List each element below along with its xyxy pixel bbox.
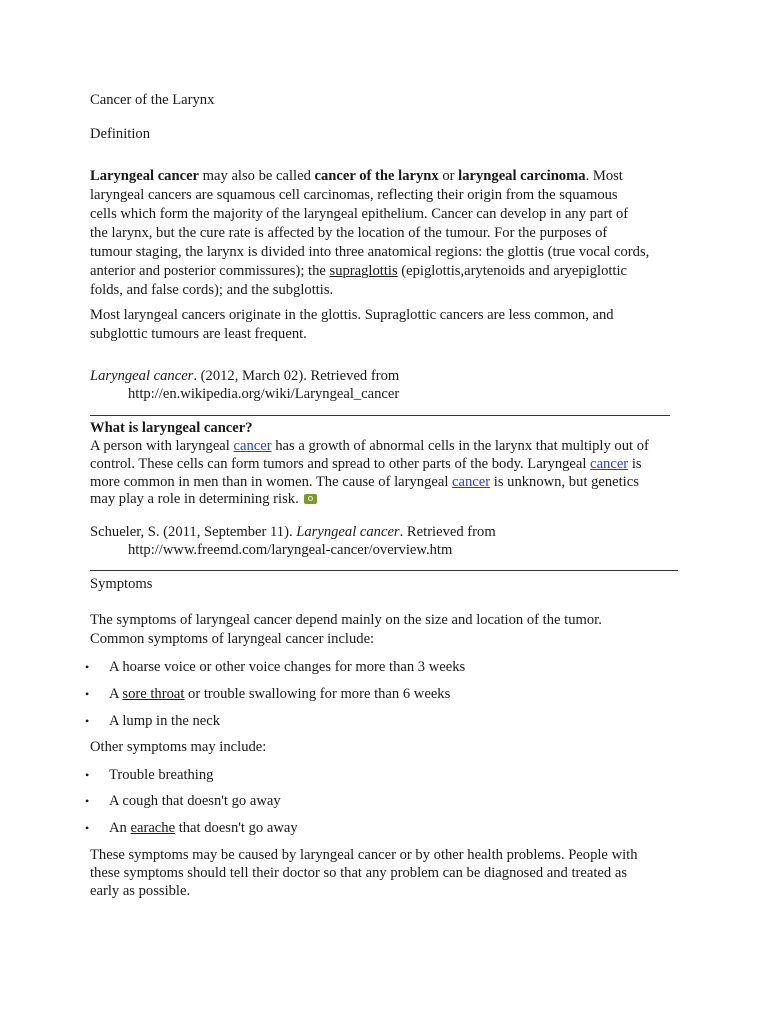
other-symptoms-heading: Other symptoms may include:: [90, 739, 267, 755]
what-heading: What is laryngeal cancer?: [90, 420, 253, 436]
bullet-icon: •: [85, 821, 90, 835]
supraglottis-link[interactable]: supraglottis: [329, 263, 398, 279]
symptoms-heading: Symptoms: [90, 576, 153, 592]
citation-2: Schueler, S. (2011, September 11). Laryngeal cancer. Retrieved from: [90, 524, 496, 540]
bullet-icon: •: [85, 660, 90, 674]
para2-line-2: subglottic tumours are least frequent.: [90, 326, 307, 342]
symptoms-intro-1: The symptoms of laryngeal cancer depend mainly on the size and location of the tumor.: [90, 612, 602, 628]
bullet-icon: •: [85, 768, 90, 782]
citation-1: Laryngeal cancer. (2012, March 02). Retrieved from: [90, 368, 400, 384]
closing-line-1: These symptoms may be caused by laryngeal cancer or by other health problems. People with: [90, 847, 638, 863]
def-line-2: laryngeal cancers are squamous cell carcinomas, reflecting their origin from the squamous: [90, 187, 618, 203]
document-title: Cancer of the Larynx: [90, 92, 215, 108]
closing-line-3: early as possible.: [90, 883, 191, 899]
symptoms-intro-2: Common symptoms of laryngeal cancer include:: [90, 631, 375, 647]
def-line-7: folds, and false cords); and the subglottis.: [90, 282, 334, 298]
term-cancer-of-larynx: cancer of the larynx: [314, 168, 439, 184]
bullet-icon: •: [85, 714, 90, 728]
def-line-5: tumour staging, the larynx is divided into three anatomical regions: the glottis (true vocal cords,: [90, 244, 650, 260]
bullet-icon: •: [85, 794, 90, 808]
cancer-link-1[interactable]: cancer: [233, 438, 272, 454]
closing-line-2: these symptoms should tell their doctor so that any problem can be diagnosed and treated as: [90, 865, 627, 881]
term-laryngeal-carcinoma: laryngeal carcinoma: [458, 168, 586, 184]
para2-line-1: Most laryngeal cancers originate in the glottis. Supraglottic cancers are less common, and: [90, 307, 614, 323]
def-line-1: Laryngeal cancer may also be called cancer of the larynx or laryngeal carcinoma. Most: [90, 168, 623, 184]
def-line-3: cells which form the majority of the laryngeal epithelium. Cancer can develop in any part of: [90, 206, 629, 222]
divider-2: [90, 570, 678, 571]
definition-heading: Definition: [90, 126, 150, 142]
cancer-link-3[interactable]: cancer: [452, 474, 491, 490]
sore-throat-link[interactable]: sore throat: [122, 686, 185, 702]
what-line-2: control. These cells can form tumors and spread to other parts of the body. Laryngeal cancer is: [90, 456, 642, 472]
earache-link[interactable]: earache: [130, 820, 176, 836]
citation-1-url: http://en.wikipedia.org/wiki/Laryngeal_cancer: [128, 386, 400, 402]
divider-1: [90, 415, 670, 416]
def-line-4: the larynx, but the cure rate is affected by the location of the tumour. For the purposes of: [90, 225, 608, 241]
camera-icon[interactable]: [304, 494, 317, 504]
term-laryngeal-cancer: Laryngeal cancer: [90, 168, 200, 184]
what-line-4: may play a role in determining risk.: [90, 490, 317, 508]
what-line-1: A person with laryngeal cancer has a growth of abnormal cells in the larynx that multiply out of: [90, 438, 649, 454]
def-line-6: anterior and posterior commissures); the supraglottis (epiglottis,arytenoids and aryepiglottic: [90, 263, 628, 279]
citation-2-url: http://www.freemd.com/laryngeal-cancer/overview.htm: [128, 542, 453, 558]
what-line-3: more common in men than in women. The cause of laryngeal cancer is unknown, but genetics: [90, 474, 639, 490]
bullet-icon: •: [85, 687, 90, 701]
cancer-link-2[interactable]: cancer: [590, 456, 629, 472]
